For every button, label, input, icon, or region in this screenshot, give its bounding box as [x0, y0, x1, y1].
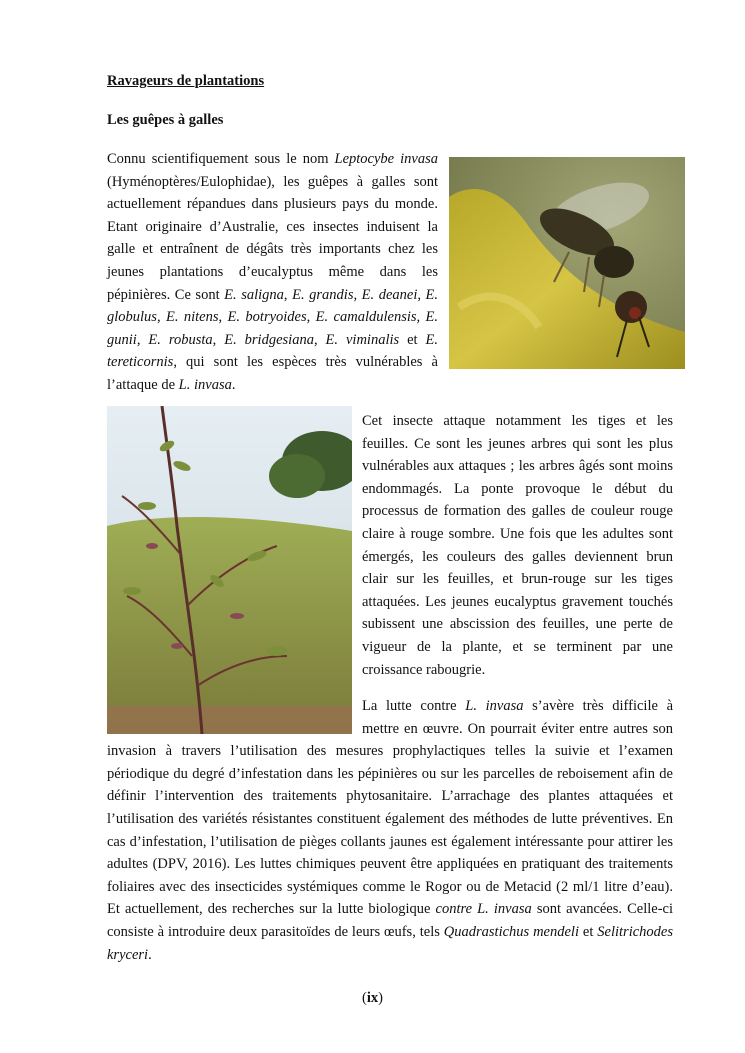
page-number-value: ix: [366, 990, 379, 1006]
text-run: E. tereticornis: [107, 331, 439, 371]
text-run: L. invasa: [178, 376, 232, 393]
text-run: ,: [212, 331, 225, 348]
text-run: ,: [156, 309, 166, 326]
text-run: Leptocybe invasa: [334, 151, 438, 167]
subsection-title: Les guêpes à galles: [107, 112, 224, 128]
paragraph-2: [362, 410, 673, 681]
text-run: Quadrastichus mendeli: [443, 923, 579, 940]
text-run: .: [148, 946, 152, 963]
text-run: ,: [136, 331, 149, 348]
text-run: E. bridgesiana: [224, 331, 314, 348]
text-run: L. invasa: [465, 698, 524, 714]
gall-wasp-photo: [449, 157, 685, 369]
text-run: E. robusta: [148, 331, 213, 348]
text-run: E. camaldulensis, E. gunii: [107, 309, 439, 348]
text-run: Connu scientifiquement sous le nom: [107, 151, 335, 167]
paragraph-3: [107, 695, 673, 966]
text-run: ,: [306, 309, 316, 326]
text-run: E. deanei: [361, 286, 418, 303]
text-run: ,: [283, 286, 293, 303]
paragraph-1: [107, 148, 438, 397]
text-run: E. nitens: [165, 309, 219, 326]
text-run: ,: [417, 286, 426, 303]
text-run: ,: [353, 286, 362, 303]
text-run: , qui sont les espèces très vulnérables à l’attaque de: [107, 354, 438, 393]
text-run: Cet insecte attaque notamment les tiges et les feuilles. Ce sont les jeunes arbres qui sont les plus vulnérables aux attaques ; les arbres âgés sont moins endommagés. La ponte provoque le début du processus de formation des galles de couleur rouge claire à rouge sombre. Une fois que les adultes sont émergés, les couleurs des galles deviennent brun clair sur les feuilles, et brun-rouge sur les tiges attaquées. Les jeunes eucalyptus gravement touchés subissent une abscission des feuilles, une perte de vigueur de la plante, et se terminent par une croissance rabougrie.: [362, 413, 673, 678]
text-run: contre L. invasa: [435, 901, 532, 918]
section-title: Ravageurs de plantations: [107, 73, 265, 89]
text-run: E. botryoides: [227, 309, 307, 326]
text-run: ,: [218, 309, 228, 326]
page-number: (ix): [362, 990, 383, 1006]
image-wrap-spacer: [107, 695, 362, 740]
text-run: sont avancées. Celle-ci consiste à introduire deux parasitoïdes de leurs œufs, tels: [107, 901, 673, 940]
text-run: E. saligna: [224, 286, 284, 303]
text-run: (Hyménoptères/Eulophidae), les guêpes à galles sont actuellement répandues dans plusieurs pays du monde. Etant originaire d’Australie, ces insectes induisent la galle et entraînent de dégâts très importants chez les jeunes plantations d’eucalyptus même dans les pépinières. Ce sont: [107, 173, 438, 303]
text-run: ,: [313, 331, 326, 348]
text-run: La lutte contre: [362, 698, 466, 714]
text-run: et: [578, 923, 598, 940]
text-run: E. globulus: [107, 286, 439, 326]
text-run: E. viminalis: [325, 331, 400, 348]
text-run: et: [399, 331, 426, 348]
eucalyptus-seedling-photo: [107, 406, 352, 734]
text-run: s’avère très difficile à mettre en œuvre. On pourrait éviter entre autres son invasion à travers l’utilisation des mesures prophylactiques telles la suivie et l’examen périodique du degré d’infestation dans les pépinières ou sur les parcelles de reboisement afin de définir l’intervention des traitements phytosanitaire. L’arrachage des plantes attaquées et l’utilisation des variétés résistantes constituent également des méthodes de lutte préventives. En cas d’infestation, l’utilisation de pièges collants jaunes est également intéressante pour attirer les adultes (DPV, 2016). Les luttes chimiques peuvent être appliquées en pratiquant des traitements foliaires avec des insecticides systémiques comme le Rogor ou de Metacid (2 ml/1 litre d’eau). Et actuellement, des recherches sur la lutte biologique: [107, 698, 674, 918]
text-run: Selitrichodes kryceri: [107, 923, 673, 963]
text-run: .: [231, 376, 236, 393]
text-run: E. grandis: [292, 286, 354, 303]
